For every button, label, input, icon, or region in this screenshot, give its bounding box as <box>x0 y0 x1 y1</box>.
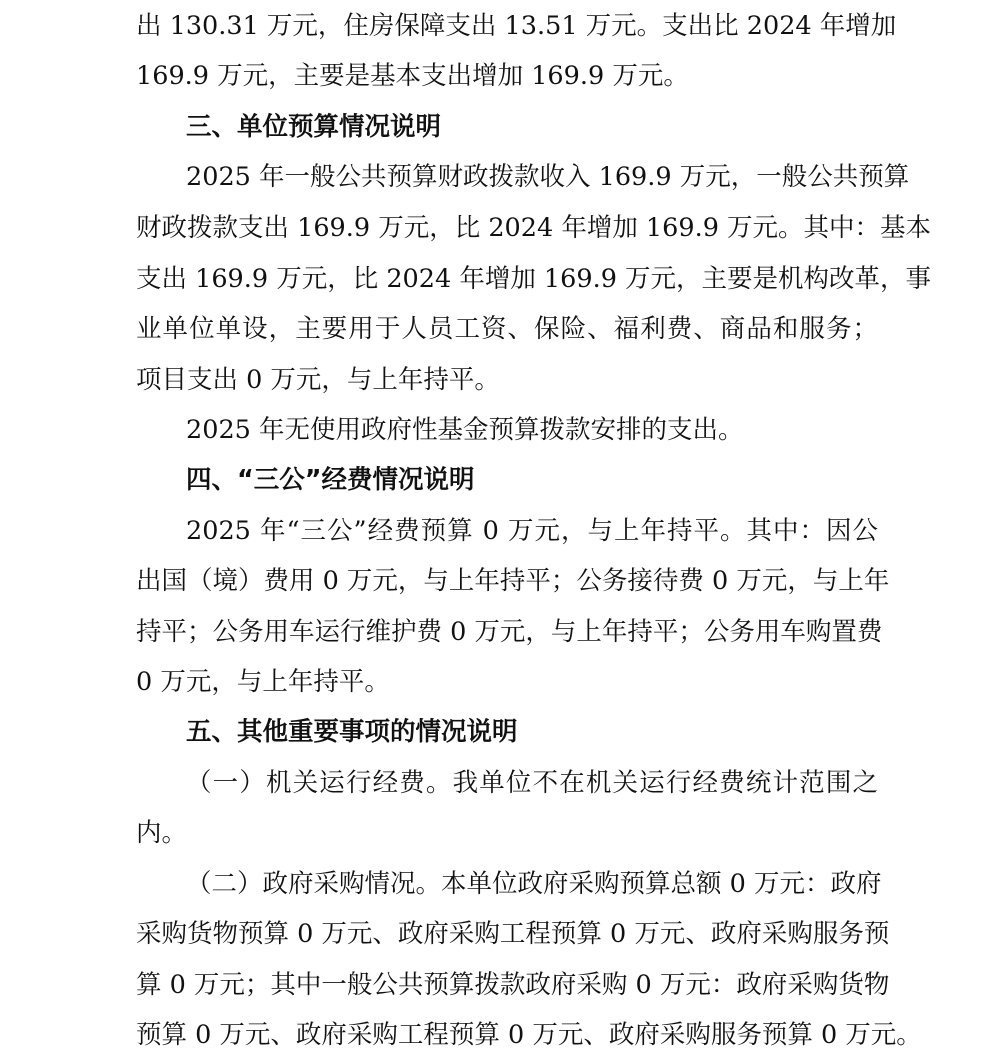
paragraph-line: 采购货物预算 0 万元、政府采购工程预算 0 万元、政府采购服务预 <box>136 919 890 949</box>
paragraph-line <box>186 763 878 803</box>
paragraph-line: 持平；公务用车运行维护费 0 万元，与上年持平；公务用车购置费 <box>136 617 883 647</box>
paragraph-text: 本单位政府采购预算总额 0 万元：政府 <box>441 869 882 899</box>
paragraph-line: 169.9 万元，主要是基本支出增加 169.9 万元。 <box>136 61 689 91</box>
paragraph-text: 我单位不在机关运行经费统计范围之 <box>452 768 878 798</box>
paragraph-line: 业单位单设，主要用于人员工资、保险、福利费、商品和服务； <box>136 314 878 344</box>
section-heading-5: 五、其他重要事项的情况说明 <box>186 717 518 747</box>
paragraph-line: 2025 年“三公”经费预算 0 万元，与上年持平。其中：因公 <box>186 516 878 546</box>
paragraph-line: 0 万元，与上年持平。 <box>136 667 390 697</box>
paragraph-line: 2025 年一般公共预算财政拨款收入 169.9 万元，一般公共预算 <box>186 162 910 192</box>
paragraph-line: 支出 169.9 万元，比 2024 年增加 169.9 万元，主要是机构改革，事 <box>136 264 932 294</box>
subsection-label-1: （一）机关运行经费。 <box>186 768 453 798</box>
section-heading-3: 三、单位预算情况说明 <box>186 112 442 142</box>
section-heading-4: 四、“三公”经费情况说明 <box>186 465 475 495</box>
paragraph-line: 出 130.31 万元，住房保障支出 13.51 万元。支出比 2024 年增加 <box>136 11 897 41</box>
paragraph-line <box>186 864 882 904</box>
paragraph-line: 内。 <box>136 818 188 848</box>
paragraph-line: 项目支出 0 万元，与上年持平。 <box>136 365 500 395</box>
paragraph-line: 出国（境）费用 0 万元，与上年持平；公务接待费 0 万元，与上年 <box>136 566 890 596</box>
paragraph-line: 2025 年无使用政府性基金预算拨款安排的支出。 <box>186 415 744 445</box>
paragraph-line: 算 0 万元；其中一般公共预算拨款政府采购 0 万元：政府采购货物 <box>136 970 890 1000</box>
paragraph-line: 预算 0 万元、政府采购工程预算 0 万元、政府采购服务预算 0 万元。 <box>136 1020 922 1050</box>
subsection-label-2: （二）政府采购情况。 <box>186 869 442 899</box>
paragraph-line: 财政拨款支出 169.9 万元，比 2024 年增加 169.9 万元。其中：基本 <box>136 213 932 243</box>
